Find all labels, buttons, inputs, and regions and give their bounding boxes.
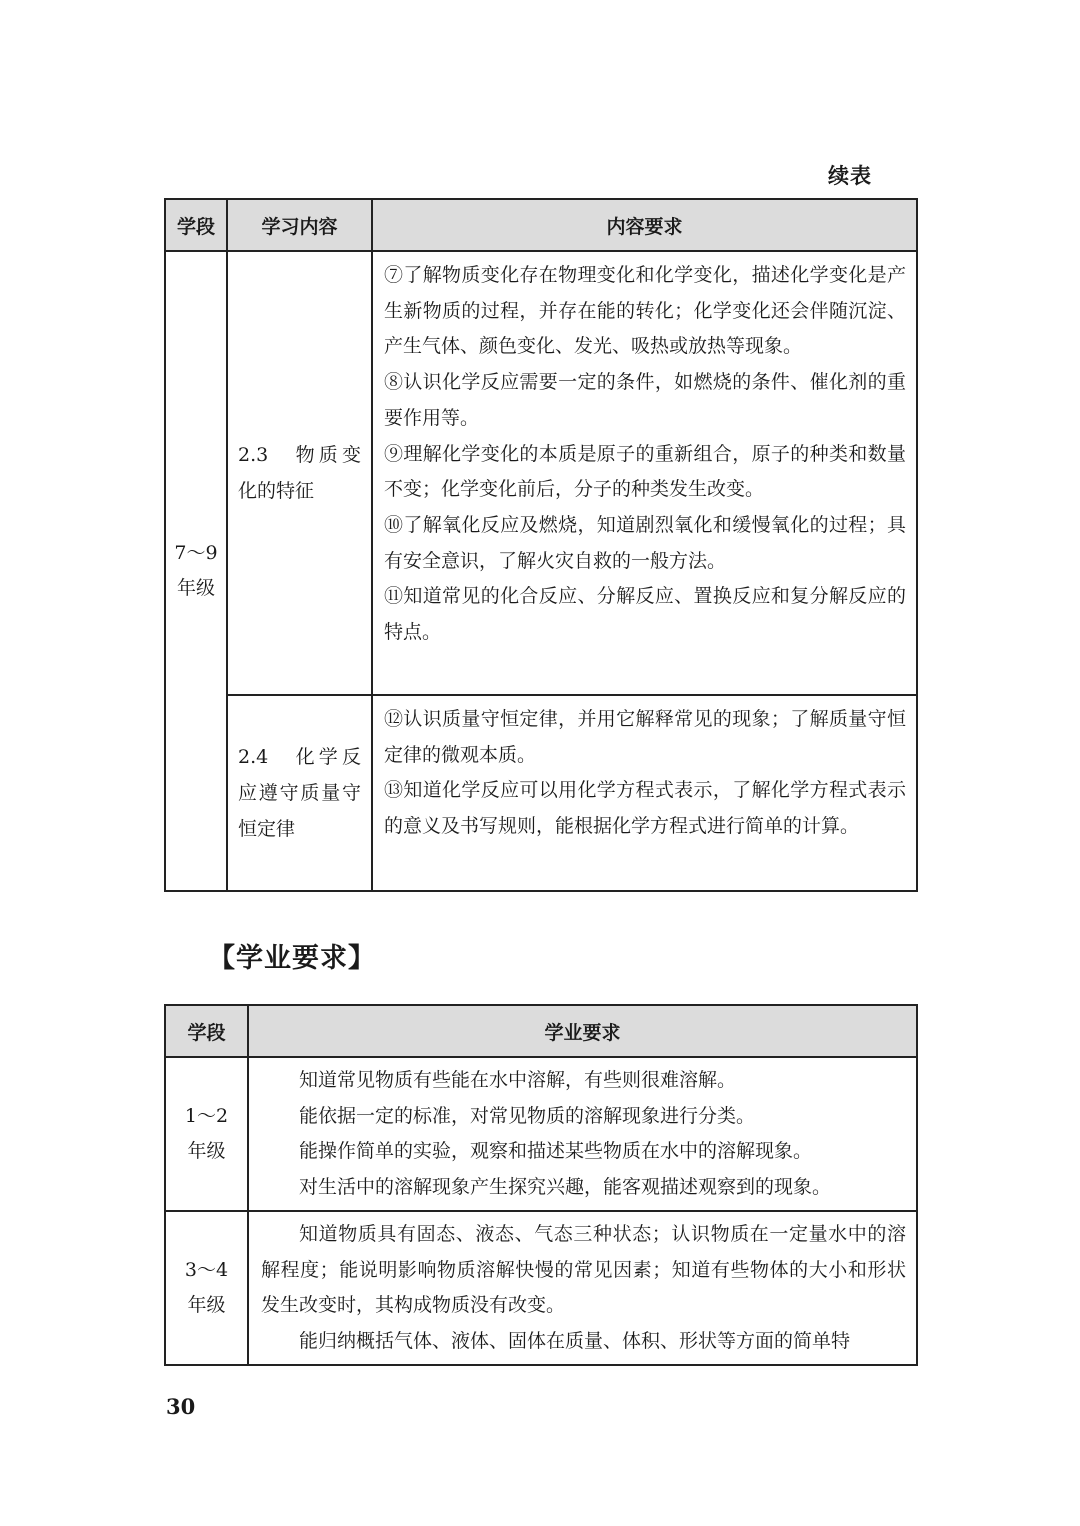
stage-unit: 年级 (187, 1294, 226, 1316)
requirement-item: 对生活中的溶解现象产生探究兴趣，能客观描述观察到的现象。 (299, 1175, 832, 1198)
requirement-item: 知道物质具有固态、液态、气态三种状态；认识物质在一定量水中的溶解程度；能说明影响物质溶解快慢的常见因素；知道有些物体的大小和形状发生改变时，其构成物质没有改变。 (261, 1223, 906, 1316)
content-requirements-table (164, 198, 918, 892)
stage-range: 7～9 (174, 542, 218, 564)
header-topic: 学习内容 (227, 199, 372, 251)
table-header-row (165, 1005, 917, 1057)
topic-cell (227, 251, 372, 695)
academic-requirements-table (164, 1004, 918, 1366)
table-row (165, 695, 917, 891)
header-stage: 学段 (165, 1005, 248, 1057)
stage-unit: 年级 (187, 1140, 226, 1162)
stage-cell (165, 1211, 248, 1365)
requirement-item: ⑬知道化学反应可以用化学方程式表示，了解化学方程式表示的意义及书写规则，能根据化学方程式进行简单的计算。 (384, 779, 906, 838)
requirement-item: ⑪知道常见的化合反应、分解反应、置换反应和复分解反应的特点。 (384, 585, 906, 644)
table-row (165, 1057, 917, 1211)
table-header-row (165, 199, 917, 251)
requirements-cell (248, 1057, 917, 1211)
requirement-item: ⑦了解物质变化存在物理变化和化学变化，描述化学变化是产生新物质的过程，并存在能的转化；化学变化还会伴随沉淀、产生气体、颜色变化、发光、吸热或放热等现象。 (384, 264, 906, 358)
topic-text: 2.3 物质变化的特征 (238, 444, 361, 502)
requirements-cell (372, 695, 917, 891)
requirement-item: ⑧认识化学反应需要一定的条件，如燃烧的条件、催化剂的重要作用等。 (384, 371, 906, 429)
requirement-item: ⑨理解化学变化的本质是原子的重新组合，原子的种类和数量不变；化学变化前后，分子的种类发生改变。 (384, 442, 906, 501)
requirement-item: 能依据一定的标准，对常见物质的溶解现象进行分类。 (299, 1104, 756, 1127)
requirements-cell (248, 1211, 917, 1365)
continued-label: 续表 (828, 164, 872, 188)
stage-unit: 年级 (176, 577, 215, 599)
header-requirement: 学业要求 (248, 1005, 917, 1057)
section-heading: 【学业要求】 (208, 943, 376, 974)
requirement-item: 知道常见物质有些能在水中溶解，有些则很难溶解。 (299, 1069, 737, 1091)
requirements-cell (372, 251, 917, 695)
topic-cell (227, 695, 372, 891)
requirement-item: ⑩了解氧化反应及燃烧，知道剧烈氧化和缓慢氧化的过程；具有安全意识，了解火灾自救的一般方法。 (384, 513, 906, 572)
stage-range: 3～4 (184, 1259, 229, 1281)
stage-range: 1～2 (184, 1105, 229, 1127)
stage-cell (165, 251, 227, 891)
topic-text: 2.4 化学反应遵守质量守恒定律 (238, 746, 361, 840)
table-row (165, 251, 917, 695)
stage-cell (165, 1057, 248, 1211)
header-stage: 学段 (165, 199, 227, 251)
requirement-item: 能归纳概括气体、液体、固体在质量、体积、形状等方面的简单特 (299, 1329, 851, 1352)
requirement-item: 能操作简单的实验，观察和描述某些物质在水中的溶解现象。 (299, 1140, 813, 1162)
requirement-item: ⑫认识质量守恒定律，并用它解释常见的现象；了解质量守恒定律的微观本质。 (384, 708, 906, 766)
page-number: 30 (166, 1394, 196, 1419)
table-row (165, 1211, 917, 1365)
header-requirement: 内容要求 (372, 199, 917, 251)
